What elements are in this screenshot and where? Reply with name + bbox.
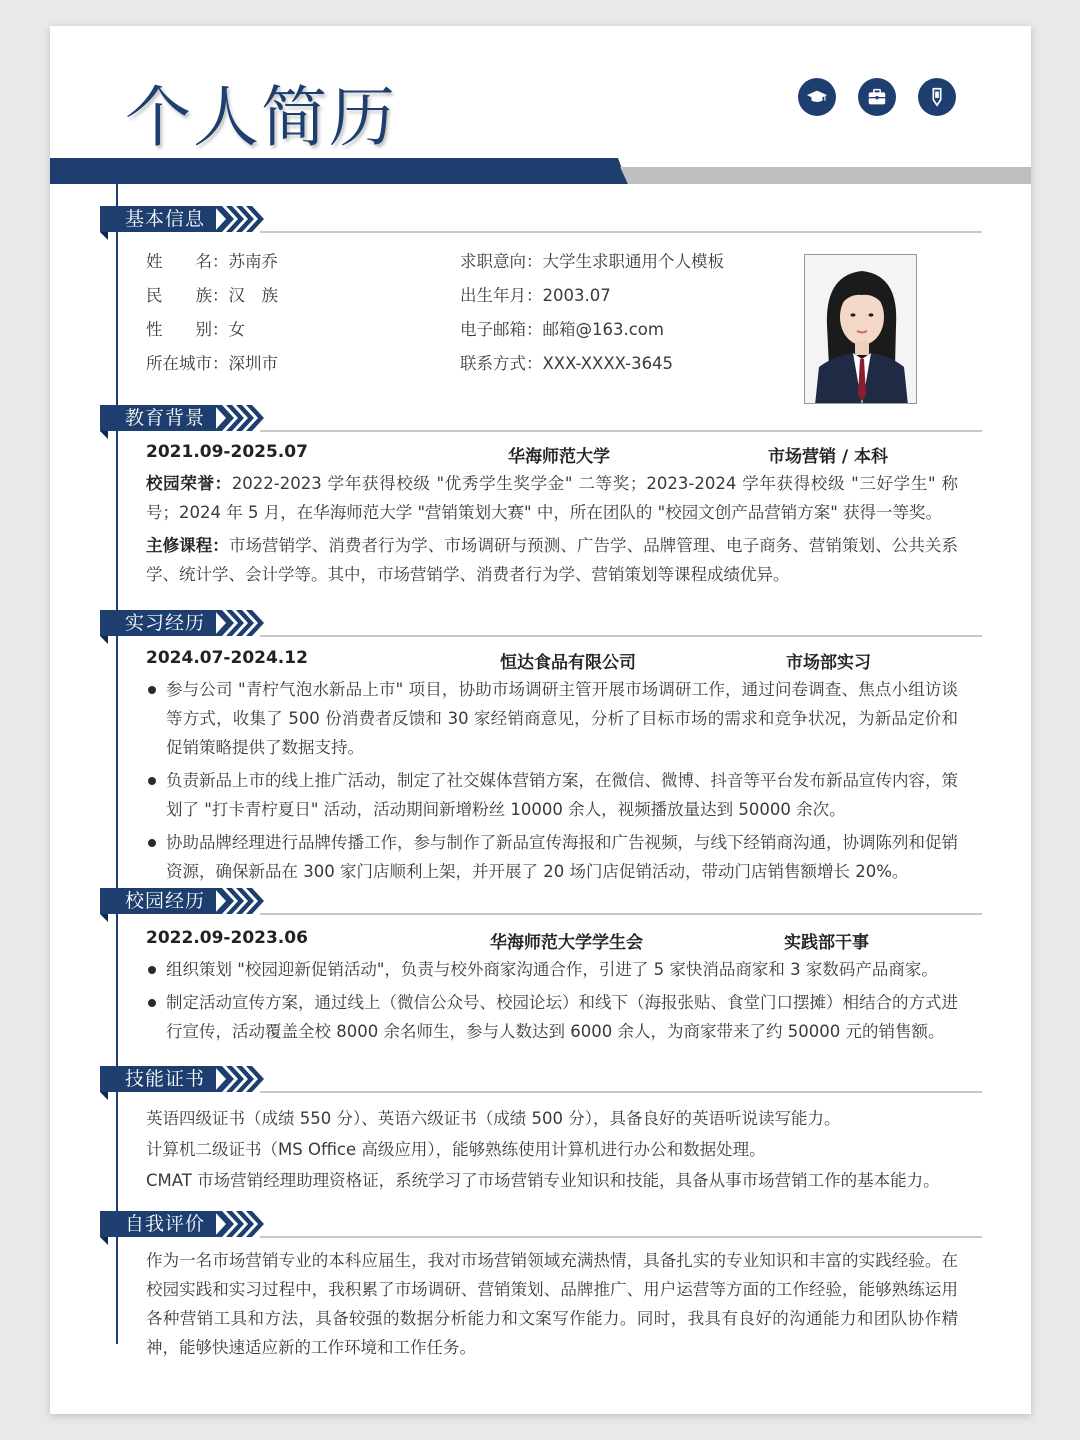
section-title: 技能证书 xyxy=(100,1066,216,1092)
section-header-self xyxy=(100,1209,982,1239)
header-band xyxy=(50,158,1031,184)
section-rule xyxy=(260,1091,982,1093)
info-ethnic xyxy=(146,282,278,306)
label: 所在城市： xyxy=(146,354,229,373)
education-major: 市场营销 / 本科 xyxy=(768,447,889,467)
section-header-skills xyxy=(100,1064,982,1094)
list-item: 参与公司 "青柠气泡水新品上市" 项目，协助市场调研主管开展市场调研工作，通过问卷调查、焦点小组访谈等方式，收集了 500 份消费者反馈和 30 家经销商意见，分析了目标市场的需求和竞争状况，为新品定价和促销策略提供了数据支持。 xyxy=(146,675,958,762)
label: 姓 名： xyxy=(146,252,229,271)
info-intent xyxy=(460,248,724,272)
section-rule xyxy=(260,1236,982,1238)
honors-label: 校园荣誉： xyxy=(146,474,232,493)
section-title: 校园经历 xyxy=(100,888,216,914)
value: 大学生求职通用个人模板 xyxy=(542,252,724,271)
label: 求职意向： xyxy=(460,252,543,271)
list-item: 负责新品上市的线上推广活动，制定了社交媒体营销方案，在微信、微博、抖音等平台发布新品宣传内容，策划了 "打卡青柠夏日" 活动，活动期间新增粉丝 10000 余人，视频播放量达到 50000 余次。 xyxy=(146,766,958,824)
list-item: 制定活动宣传方案，通过线上（微信公众号、校园论坛）和线下（海报张贴、食堂门口摆摊）相结合的方式进行宣传，活动覆盖全校 8000 余名师生，参与人数达到 6000 余人，为商家带来了约 50000 元的销售额。 xyxy=(146,988,958,1046)
value: 苏南乔 xyxy=(228,252,278,271)
education-date: 2021.09-2025.07 xyxy=(146,442,308,462)
info-email xyxy=(460,316,664,340)
campus-list xyxy=(146,955,958,1046)
education-school: 华海师范大学 xyxy=(508,447,610,467)
stripes-decoration xyxy=(214,206,264,232)
stripes-decoration xyxy=(214,610,264,636)
list-item: 计算机二级证书（MS Office 高级应用），能够熟练使用计算机进行办公和数据处理。 xyxy=(146,1140,766,1159)
label: 性 别： xyxy=(146,320,229,339)
info-phone xyxy=(460,350,673,374)
education-courses xyxy=(146,531,958,589)
internship-date: 2024.07-2024.12 xyxy=(146,648,308,668)
label: 出生年月： xyxy=(460,286,543,305)
section-header-basic xyxy=(100,204,982,234)
section-title: 实习经历 xyxy=(100,610,216,636)
education-header-row xyxy=(146,442,958,470)
stripes-decoration xyxy=(214,1211,264,1237)
campus-date: 2022.09-2023.06 xyxy=(146,928,308,948)
resume-paper xyxy=(50,26,1031,1414)
honors-text: 2022-2023 学年获得校级 "优秀学生奖学金" 二等奖；2023-2024 学年获得校级 "三好学生" 称号；2024 年 5 月，在华海师范大学 "营销策划大赛" 中，所在团队的 "校园文创产品营销方案" 获得一等奖。 xyxy=(146,474,959,522)
briefcase-icon xyxy=(858,78,896,116)
campus-header-row xyxy=(146,928,958,956)
info-city xyxy=(146,350,278,374)
section-title: 自我评价 xyxy=(100,1211,216,1237)
courses-label: 主修课程： xyxy=(146,536,229,555)
value: 2003.07 xyxy=(542,286,611,305)
timeline-line xyxy=(116,184,118,1344)
section-title: 教育背景 xyxy=(100,405,216,431)
label: 民 族： xyxy=(146,286,229,305)
list-item: 组织策划 "校园迎新促销活动"，负责与校外商家沟通合作，引进了 5 家快消品商家和 3 家数码产品商家。 xyxy=(146,955,958,984)
skills-list xyxy=(146,1103,958,1196)
graduation-cap-icon xyxy=(798,78,836,116)
label: 联系方式： xyxy=(460,354,543,373)
internship-header-row xyxy=(146,648,958,676)
list-item: 协助品牌经理进行品牌传播工作，参与制作了新品宣传海报和广告视频，与线下经销商沟通，协调陈列和促销资源，确保新品在 300 家门店顺利上架，并开展了 20 场门店促销活动，带动门店销售额增长 20%。 xyxy=(146,828,958,886)
profile-photo xyxy=(804,254,917,404)
list-item: 英语四级证书（成绩 550 分）、英语六级证书（成绩 500 分），具备良好的英语听说读写能力。 xyxy=(146,1109,841,1128)
value: 深圳市 xyxy=(228,354,278,373)
self-evaluation: 作为一名市场营销专业的本科应届生，我对市场营销领域充满热情，具备扎实的专业知识和丰富的实践经验。在校园实践和实习过程中，我积累了市场调研、营销策划、品牌推广、用户运营等方面的工作经验，能够熟练运用各种营销工具和方法，具备较强的数据分析能力和文案写作能力。同时，我具有良好的沟通能力和团队协作精神，能够快速适应新的工作环境和工作任务。 xyxy=(146,1251,958,1357)
value: 邮箱@163.com xyxy=(542,320,664,339)
header-icons xyxy=(798,78,956,116)
info-birth xyxy=(460,282,611,306)
courses-text: 市场营销学、消费者行为学、市场调研与预测、广告学、品牌管理、电子商务、营销策划、公共关系学、统计学、会计学等。其中，市场营销学、消费者行为学、营销策划等课程成绩优异。 xyxy=(146,536,959,584)
value: 女 xyxy=(228,320,245,339)
value: 汉 族 xyxy=(228,286,278,305)
section-rule xyxy=(260,913,982,915)
section-rule xyxy=(260,430,982,432)
section-rule xyxy=(260,635,982,637)
campus-role: 实践部干事 xyxy=(784,933,869,953)
list-item: CMAT 市场营销经理助理资格证，系统学习了市场营销专业知识和技能，具备从事市场营销工作的基本能力。 xyxy=(146,1171,940,1190)
section-title: 基本信息 xyxy=(100,206,216,232)
education-honors xyxy=(146,469,958,527)
page-title: 个人简历 xyxy=(125,79,397,156)
info-gender xyxy=(146,316,245,340)
stripes-decoration xyxy=(214,888,264,914)
stripes-decoration xyxy=(214,1066,264,1092)
label: 电子邮箱： xyxy=(460,320,543,339)
internship-company: 恒达食品有限公司 xyxy=(500,653,636,673)
campus-org: 华海师范大学学生会 xyxy=(490,933,643,953)
section-header-internship xyxy=(100,608,982,638)
section-header-education xyxy=(100,403,982,433)
info-name xyxy=(146,248,278,272)
internship-role: 市场部实习 xyxy=(786,653,871,673)
section-rule xyxy=(260,231,982,233)
section-header-campus xyxy=(100,886,982,916)
stripes-decoration xyxy=(214,405,264,431)
value: XXX-XXXX-3645 xyxy=(542,354,674,373)
internship-list xyxy=(146,675,958,886)
pen-icon xyxy=(918,78,956,116)
